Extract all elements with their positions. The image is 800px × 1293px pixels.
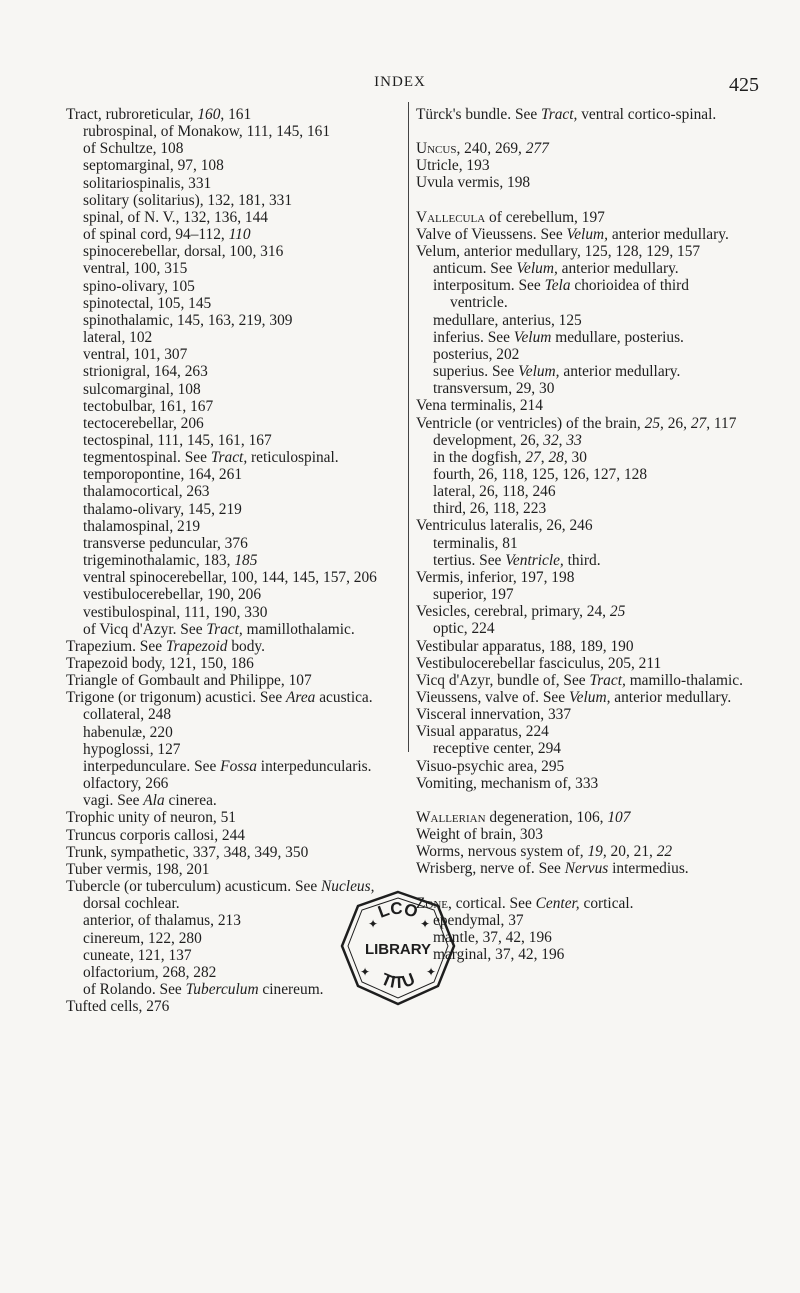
entry-text: Vicq d'Azyr, bundle of, See	[416, 671, 590, 689]
entry-text: septomarginal, 97, 108	[83, 157, 224, 175]
stamp-bottom-text: TITU	[378, 969, 418, 993]
index-entry	[416, 843, 746, 860]
entry-text: Tract,	[206, 620, 243, 638]
entry-text: mantle, 37, 42, 196	[433, 928, 552, 946]
index-column-right	[416, 106, 746, 963]
entry-text: 27	[525, 448, 541, 466]
index-entry	[416, 243, 746, 260]
entry-text: ventral, 101, 307	[83, 346, 188, 364]
entry-text: Weight of brain, 303	[416, 826, 543, 844]
entry-text: tectospinal, 111, 145, 161, 167	[83, 431, 272, 449]
index-subentry	[66, 483, 396, 500]
index-entry	[66, 844, 396, 861]
entry-text: optic, 224	[433, 620, 495, 638]
entry-text: vestibulocerebellar, 190, 206	[83, 586, 262, 604]
index-subentry	[66, 123, 396, 140]
index-subentry	[66, 140, 396, 157]
running-head: INDEX	[374, 74, 426, 90]
index-entry	[66, 655, 396, 672]
index-subentry	[66, 501, 396, 518]
index-subentry	[66, 621, 396, 638]
index-entry	[416, 517, 746, 534]
entry-text: Trunk, sympathetic, 337, 348, 349, 350	[66, 843, 309, 861]
index-subentry	[416, 363, 746, 380]
index-entry	[416, 895, 746, 912]
index-entry	[66, 861, 396, 878]
stamp-star-left: ✦	[368, 917, 379, 931]
entry-text: anticum. See	[433, 260, 517, 278]
index-subentry	[66, 552, 396, 569]
index-entry	[66, 672, 396, 689]
index-subentry	[416, 260, 746, 277]
entry-text: interpeduncularis.	[256, 757, 372, 775]
entry-text: ventral, 100, 315	[83, 260, 188, 278]
entry-text: spinal, of N. V., 132, 136, 144	[83, 208, 268, 226]
index-subentry	[416, 535, 746, 552]
entry-text: anterior medullary.	[559, 363, 681, 381]
stamp-star-left-bottom: ✦	[360, 965, 371, 979]
entry-text: thalamocortical, 263	[83, 483, 210, 501]
entry-text: medullare, posterius.	[551, 328, 684, 346]
index-subentry	[66, 741, 396, 758]
entry-text: Ventricle (or ventricles) of the brain,	[416, 414, 645, 432]
entry-text: sulcomarginal, 108	[83, 380, 201, 398]
entry-text: solitary (solitarius), 132, 181, 331	[83, 191, 293, 209]
entry-text: mamillo-thalamic.	[625, 671, 743, 689]
index-entry	[416, 809, 746, 826]
entry-text: thalamospinal, 219	[83, 517, 201, 535]
index-subentry	[66, 535, 396, 552]
index-subentry	[66, 243, 396, 260]
entry-text: tertius. See	[433, 551, 506, 569]
index-entry	[66, 106, 396, 123]
entry-text: of Vicq d'Azyr. See	[83, 620, 207, 638]
entry-text: trigeminothalamic, 183,	[83, 552, 235, 570]
index-subentry	[66, 569, 396, 586]
entry-text: Nucleus,	[321, 878, 375, 896]
entry-text: Center,	[535, 894, 580, 912]
entry-text: strionigral, 164, 263	[83, 363, 208, 381]
entry-text: interpedunculare. See	[83, 757, 221, 775]
entry-text: in the dogfish,	[433, 448, 526, 466]
index-entry	[416, 569, 746, 586]
entry-text: third, 26, 118, 223	[433, 500, 547, 518]
entry-text: Tubercle (or tuberculum) acusticum. See	[66, 878, 322, 896]
entry-text: superius. See	[433, 363, 519, 381]
stamp-star-right: ✦	[420, 917, 431, 931]
entry-text: anterior medullary.	[610, 689, 732, 706]
index-entry	[416, 415, 746, 432]
entry-text: , 161	[220, 106, 252, 123]
index-entry	[416, 860, 746, 877]
entry-text: vagi. See	[83, 792, 144, 810]
entry-text: cinereum.	[258, 980, 324, 998]
entry-text: 25	[644, 414, 661, 432]
entry-text: Tuber vermis, 198, 201	[66, 860, 210, 878]
entry-text: interpositum. See	[433, 277, 545, 295]
entry-text: Wallerian	[416, 808, 486, 826]
entry-text: , 117	[706, 414, 737, 432]
index-subentry	[66, 604, 396, 621]
entry-text: ventral cortico-spinal.	[577, 106, 717, 123]
entry-text: medullare, anterius, 125	[433, 311, 582, 329]
entry-text: olfactory, 266	[83, 775, 169, 793]
index-subentry	[66, 758, 396, 775]
index-subentry	[66, 209, 396, 226]
entry-text: 28	[548, 448, 564, 466]
entry-text: ,	[558, 431, 567, 449]
index-subentry	[416, 312, 746, 329]
entry-text: cinereum, 122, 280	[83, 929, 202, 947]
index-entry	[416, 775, 746, 792]
index-entry	[416, 106, 746, 123]
page-number: 425	[729, 74, 759, 96]
index-subentry	[66, 398, 396, 415]
entry-text: anterior medullary.	[557, 260, 679, 278]
entry-text: tegmentospinal. See	[83, 449, 211, 467]
index-subentry	[416, 740, 746, 757]
entry-text: Trapezium. See	[66, 637, 166, 655]
entry-text: Uvula vermis, 198	[416, 174, 531, 192]
index-subentry	[66, 295, 396, 312]
index-subentry	[66, 381, 396, 398]
entry-text: degeneration, 106,	[485, 808, 608, 826]
index-subentry	[66, 260, 396, 277]
index-subentry	[416, 620, 746, 637]
entry-text: Velum,	[518, 363, 560, 381]
index-subentry	[66, 226, 396, 243]
entry-text: third.	[563, 551, 601, 569]
entry-text: ependymal, 37	[433, 911, 524, 929]
entry-text: Vesicles, cerebral, primary, 24,	[416, 603, 610, 621]
index-entry	[416, 758, 746, 775]
entry-text: 27	[690, 414, 707, 432]
entry-text: temporopontine, 164, 261	[83, 466, 243, 484]
library-stamp	[338, 888, 458, 1008]
entry-text: Velum,	[566, 225, 608, 243]
index-entry	[66, 689, 396, 706]
index-entry	[416, 672, 746, 689]
entry-text: Tract,	[210, 449, 248, 467]
index-subentry	[416, 929, 746, 946]
entry-text: Vestibular apparatus, 188, 189, 190	[416, 637, 634, 655]
entry-text: 185	[234, 552, 258, 570]
stamp-center-text: LIBRARY	[364, 941, 432, 958]
entry-text: reticulospinal.	[247, 449, 339, 467]
entry-text: , 20, 21,	[602, 843, 657, 861]
entry-text: 25	[609, 603, 626, 621]
entry-text: 107	[607, 808, 631, 826]
entry-text: spino-olivary, 105	[83, 277, 195, 295]
entry-text: anterior, of thalamus, 213	[83, 912, 241, 930]
entry-text: vestibulospinal, 111, 190, 330	[83, 603, 268, 621]
entry-text: thalamo-olivary, 145, 219	[83, 500, 242, 518]
entry-text: Vestibulocerebellar fasciculus, 205, 211	[416, 654, 662, 672]
entry-text: Velum	[513, 328, 552, 346]
entry-text: Velum,	[568, 689, 611, 706]
index-subentry	[416, 500, 746, 517]
index-subentry	[66, 586, 396, 603]
index-subentry	[416, 449, 746, 466]
entry-text: tectocerebellar, 206	[83, 414, 204, 432]
entry-text: Worms, nervous system of,	[416, 843, 588, 861]
index-entry	[416, 723, 746, 740]
entry-text: of spinal cord, 94–112,	[83, 226, 229, 244]
entry-text: , 30	[563, 448, 587, 466]
index-entry	[416, 397, 746, 414]
stamp-star-right-bottom: ✦	[426, 965, 437, 979]
index-subentry	[66, 775, 396, 792]
index-entry	[416, 655, 746, 672]
index-subentry	[416, 346, 746, 363]
entry-text: terminalis, 81	[433, 534, 518, 552]
index-subentry	[416, 466, 746, 483]
index-subentry	[66, 312, 396, 329]
entry-text: ,	[540, 448, 549, 466]
entry-text: inferius. See	[433, 328, 514, 346]
index-entry	[416, 174, 746, 191]
index-subentry	[66, 706, 396, 723]
entry-text: collateral, 248	[83, 706, 172, 724]
entry-text: Vena terminalis, 214	[416, 397, 543, 415]
entry-text: habenulæ, 220	[83, 723, 173, 741]
index-subentry	[66, 724, 396, 741]
index-subentry	[66, 363, 396, 380]
entry-text: of Rolando. See	[83, 980, 186, 998]
entry-text: Visual apparatus, 224	[416, 723, 549, 741]
entry-text: 19	[587, 843, 603, 861]
entry-text: Vermis, inferior, 197, 198	[416, 568, 575, 586]
index-column-left	[66, 106, 396, 1015]
entry-text: Tufted cells, 276	[66, 998, 170, 1016]
index-subentry	[416, 586, 746, 603]
entry-text: Velum,	[516, 260, 558, 278]
entry-text: Velum, anterior medullary, 125, 128, 129, 157	[416, 242, 701, 260]
section-gap	[416, 192, 746, 209]
index-entry	[416, 603, 746, 620]
entry-text: Ventricle,	[505, 551, 564, 569]
entry-text: of cerebellum, 197	[485, 208, 605, 226]
entry-text: Ventriculus lateralis, 26, 246	[416, 517, 593, 535]
entry-text: Area	[286, 689, 316, 707]
entry-text: Trapezoid	[165, 637, 228, 655]
entry-text: spinotectal, 105, 145	[83, 294, 212, 312]
index-entry	[416, 226, 746, 243]
entry-text: Nervus	[564, 860, 609, 878]
entry-text: cortical.	[579, 894, 634, 912]
entry-text: Utricle, 193	[416, 157, 490, 175]
index-entry	[66, 827, 396, 844]
index-subentry	[66, 466, 396, 483]
index-entry	[66, 809, 396, 826]
column-divider	[408, 102, 409, 752]
index-entry	[416, 209, 746, 226]
entry-text: , 240, 269,	[456, 140, 526, 158]
entry-text: Trophic unity of neuron, 51	[66, 809, 237, 827]
entry-text: chorioidea of third ventricle.	[450, 277, 689, 312]
entry-text: transversum, 29, 30	[433, 380, 555, 398]
index-subentry	[66, 157, 396, 174]
entry-text: development, 26,	[433, 431, 544, 449]
index-subentry	[66, 432, 396, 449]
entry-text: anterior medullary.	[608, 225, 729, 243]
entry-text: rubrospinal, of Monakow, 111, 145, 161	[83, 123, 331, 141]
entry-text: Wrisberg, nerve of. See	[416, 860, 565, 878]
index-subentry	[416, 432, 746, 449]
entry-text: Vieussens, valve of. See	[416, 689, 569, 706]
entry-text: acustica.	[315, 689, 373, 707]
index-entry	[416, 638, 746, 655]
section-gap	[416, 123, 746, 140]
entry-text: superior, 197	[433, 586, 514, 604]
index-subentry	[416, 912, 746, 929]
index-subentry	[416, 552, 746, 569]
entry-text: Visuo-psychic area, 295	[416, 757, 565, 775]
entry-text: Valve of Vieussens. See	[416, 225, 567, 243]
entry-text: dorsal cochlear.	[83, 895, 180, 913]
index-entry	[416, 140, 746, 157]
entry-text: intermedius.	[608, 860, 689, 878]
entry-text: lateral, 26, 118, 246	[433, 483, 556, 501]
entry-text: Uncus	[416, 140, 457, 158]
entry-text: Zone	[416, 894, 449, 912]
index-subentry	[66, 175, 396, 192]
entry-text: body.	[227, 637, 265, 655]
entry-text: Türck's bundle. See	[416, 106, 542, 123]
index-subentry	[66, 329, 396, 346]
entry-text: cuneate, 121, 137	[83, 946, 192, 964]
index-subentry	[66, 192, 396, 209]
entry-text: 33	[566, 431, 582, 449]
index-entry	[416, 706, 746, 723]
entry-text: Trapezoid body, 121, 150, 186	[66, 655, 254, 672]
entry-text: Tract, rubroreticular,	[66, 106, 198, 123]
entry-text: Vomiting, mechanism of, 333	[416, 774, 599, 792]
index-subentry	[66, 346, 396, 363]
index-subentry	[416, 277, 746, 311]
entry-text: of Schultze, 108	[83, 140, 184, 158]
entry-text: Vallecula	[416, 208, 486, 226]
entry-text: olfactorium, 268, 282	[83, 963, 217, 981]
index-subentry	[66, 792, 396, 809]
index-subentry	[416, 483, 746, 500]
entry-text: marginal, 37, 42, 196	[433, 946, 565, 964]
entry-text: Truncus corporis callosi, 244	[66, 826, 245, 844]
entry-text: solitariospinalis, 331	[83, 174, 212, 192]
entry-text: , cortical. See	[448, 894, 536, 912]
entry-text: fourth, 26, 118, 125, 126, 127, 128	[433, 465, 648, 483]
entry-text: receptive center, 294	[433, 740, 561, 758]
stamp-top-text: LCO	[375, 898, 421, 922]
entry-text: 110	[228, 226, 251, 244]
entry-text: 32	[543, 431, 559, 449]
entry-text: mamillothalamic.	[242, 620, 355, 638]
index-subentry	[66, 415, 396, 432]
entry-text: spinocerebellar, dorsal, 100, 316	[83, 243, 284, 261]
entry-text: ventral spinocerebellar, 100, 144, 145, 157, 206	[83, 569, 377, 587]
entry-text: transverse peduncular, 376	[83, 534, 248, 552]
index-subentry	[66, 449, 396, 466]
entry-text: Fossa	[220, 757, 257, 775]
entry-text: Tract,	[541, 106, 578, 123]
entry-text: , 26,	[660, 414, 691, 432]
entry-text: 160	[197, 106, 221, 123]
entry-text: Tuberculum	[185, 980, 259, 998]
index-subentry	[416, 329, 746, 346]
entry-text: cinerea.	[164, 792, 217, 810]
entry-text: 22	[656, 843, 673, 861]
entry-text: Tela	[544, 277, 571, 295]
index-subentry	[66, 278, 396, 295]
index-entry	[66, 638, 396, 655]
index-entry	[416, 826, 746, 843]
entry-text: Triangle of Gombault and Philippe, 107	[66, 672, 312, 690]
entry-text: posterius, 202	[433, 345, 520, 363]
entry-text: Ala	[143, 792, 165, 810]
entry-text: 277	[525, 140, 549, 158]
index-entry	[416, 689, 746, 706]
index-entry	[416, 157, 746, 174]
entry-text: lateral, 102	[83, 329, 153, 347]
entry-text: hypoglossi, 127	[83, 740, 181, 758]
index-subentry	[416, 380, 746, 397]
entry-text: Visceral innervation, 337	[416, 706, 572, 724]
entry-text: Tract,	[589, 671, 626, 689]
section-gap	[416, 878, 746, 895]
entry-text: tectobulbar, 161, 167	[83, 397, 214, 415]
entry-text: Trigone (or trigonum) acustici. See	[66, 689, 286, 707]
index-subentry	[416, 946, 746, 963]
section-gap	[416, 792, 746, 809]
entry-text: spinothalamic, 145, 163, 219, 309	[83, 311, 293, 329]
index-subentry	[66, 518, 396, 535]
